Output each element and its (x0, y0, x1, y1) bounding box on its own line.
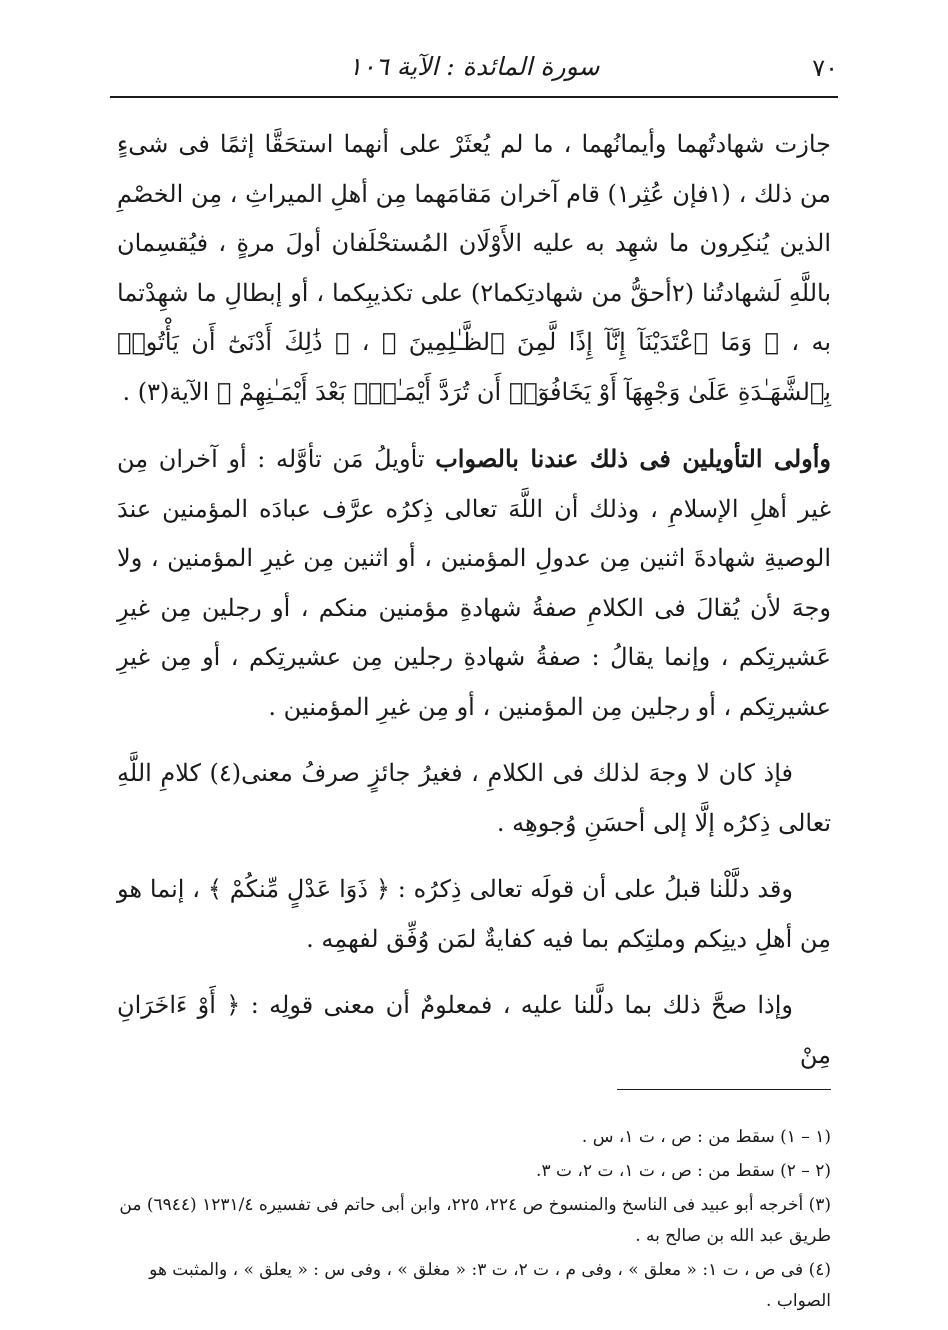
footnote-divider (617, 1089, 831, 1090)
paragraph-2-rest: تأويلُ مَن تأوَّله : أو آخران مِن غير أهلِ الإسلامِ ، وذلك أن اللَّهَ تعالى ذِكرُه عرَّف عبادَه المؤمنين عندَ الوصيةِ شهادةَ اثنين مِن عدولِ المؤمنين ، أو اثنين مِن غيرِ المؤمنين ، ولا وجهَ لأن يُقالَ فى الكلامِ صفةُ شهادةِ مؤمنين منكم ، أو رجلين مِن غيرِ عَشيرتِكم ، وإنما يقالُ : صفةُ شهادةِ رجلين مِن عشيرتِكم ، أو مِن غيرِ عشيرتِكم ، أو رجلين مِن المؤمنين ، أو مِن غيرِ المؤمنين . (117, 445, 831, 721)
paragraph-4: وقد دلَّلْنا قبلُ على أن قولَه تعالى ذِكرُه : ﴿ ذَوَا عَدْلٍ مِّنكُمْ ﴾ ، إنما هو مِن أهلِ دينِكم وملتِكم بما فيه كفايةٌ لمَن وُفِّق لفهمِه . (117, 875, 831, 953)
paragraph-2-lead: وأولى التأويلين فى ذلك عندنا بالصواب (435, 444, 832, 473)
running-title: سورة المائدة : الآية ١٠٦ (348, 52, 600, 81)
paragraph-5: وإذا صحَّ ذلك بما دلَّلنا عليه ، فمعلومٌ أن معنى قولِه : ﴿ أَوْ ءَاخَرَانِ مِنْ (117, 991, 831, 1069)
footnote-1: (١ – ١) سقط من : ص ، ت ١، س . (581, 1127, 831, 1147)
footnote-2: (٢ – ٢) سقط من : ص ، ت ١، ت ٢، ت ٣. (536, 1161, 831, 1181)
footnotes (117, 1122, 831, 1317)
page-number: ٧٠ (812, 54, 838, 82)
paragraph-2 (117, 434, 831, 732)
paragraph-1: جازت شهادتُهما وأيمانُهما ، ما لم يُعثَرْ على أنهما استحَقَّا إثمًا فى شىءٍ من ذلك ، (١فإن عُثِر١) قام آخران مَقامَهما مِن أهلِ الميراثِ ، مِن الخصْمِ الذين يُنكِرون ما شهِد به عليه الأَوْلَان المُستحْلَفان أولَ مرةٍ ، فيُقسِمان باللَّهِ لَشهادتُنا (٢أحقُّ من شهادتِكما٢) على تكذيبِكما ، أو إبطالِ ما شهِدْتما به ، ﴿ وَمَا ٱعْتَدَيْنَآ إِنَّآ إِذًا لَّمِنَ ٱلظَّـٰلِمِينَ ﴾ ، ﴿ ذَٰلِكَ أَدْنَىٰٓ أَن يَأْتُوا۟ بِٱلشَّهَـٰدَةِ عَلَىٰ وَجْهِهَآ أَوْ يَخَافُوٓا۟ أَن تُرَدَّ أَيْمَـٰنٌۢ بَعْدَ أَيْمَـٰنِهِمْ ﴾ الآية(٣) . (117, 130, 832, 406)
main-text (117, 120, 831, 1080)
footnote-3: (٣) أخرجه أبو عبيد فى الناسخ والمنسوخ ص ٢٢٤، ٢٢٥، وابن أبى حاتم فى تفسيره ١٢٣١/٤ (٦٩٤٤) من طريق عبد الله بن صالح به . (119, 1195, 831, 1246)
footnote-4: (٤) فى ص ، ت ١: « معلق » ، وفى م ، ت ٢، ت ٣: « مغلق » ، وفى س : « يعلق » ، والمثبت هو الصواب . (149, 1260, 831, 1311)
paragraph-3: فإذ كان لا وجهَ لذلك فى الكلامِ ، فغيرُ جائزٍ صرفُ معنى(٤) كلامِ اللَّهِ تعالى ذِكرُه إلَّا إلى أحسَنِ وُجوهِه . (117, 759, 831, 837)
page-header (110, 50, 838, 90)
header-divider (110, 96, 838, 98)
